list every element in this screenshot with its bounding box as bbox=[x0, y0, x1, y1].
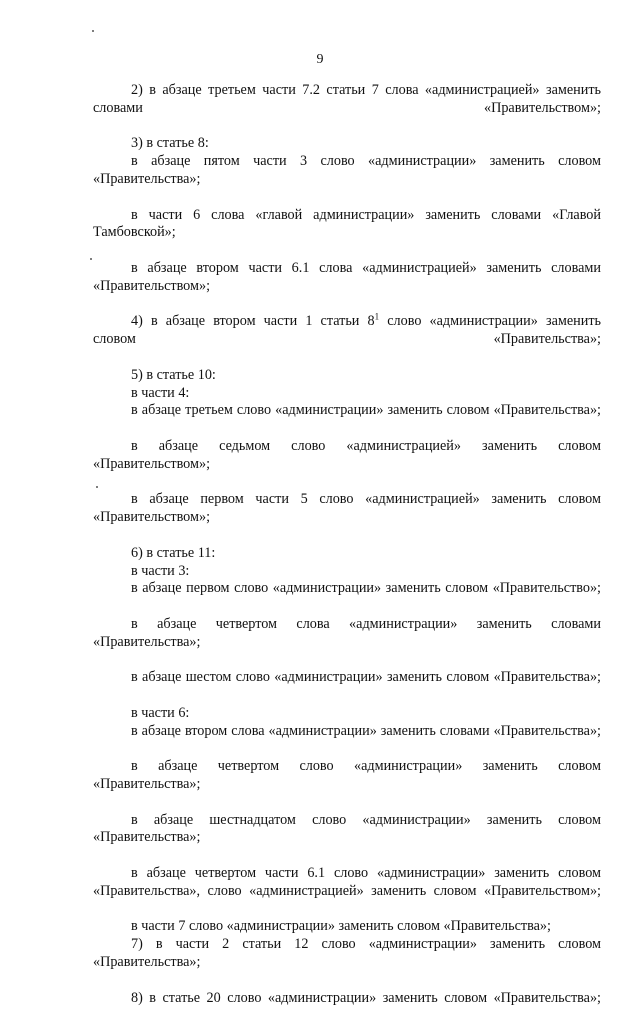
paragraph-item-8: 8) в статье 20 слово «администрации» заменить словом «Правительства»; bbox=[131, 989, 601, 1006]
paragraph-text: 4) в абзаце втором части 1 статьи 8 bbox=[131, 313, 375, 330]
paragraph: в части 6 слова «главой администрации» заменить словами «Главой Тамбовской»; bbox=[93, 206, 601, 241]
paragraph-item-4 bbox=[93, 313, 601, 366]
superscript: 1 bbox=[374, 311, 380, 322]
paragraph-text: слово «администрации» заменить словом «Правительства»; bbox=[93, 313, 601, 348]
page-number: 9 bbox=[316, 52, 324, 67]
paragraph-item-6-heading: 6) в статье 11: bbox=[131, 544, 216, 561]
paragraph: в абзаце втором части 6.1 слова «администрацией» заменить словами «Правительством»; bbox=[93, 259, 601, 294]
paragraph: в абзаце шестом слово «администрации» заменить словом «Правительства»; bbox=[131, 669, 601, 686]
paragraph: в абзаце третьем слово «администрации» заменить словом «Правительства»; bbox=[131, 402, 601, 419]
paragraph: в абзаце шестнадцатом слово «администрации» заменить словом «Правительства»; bbox=[93, 811, 601, 846]
paragraph-item-5-heading: 5) в статье 10: bbox=[131, 366, 216, 383]
paragraph: в абзаце четвертом слово «администрации» заменить словом «Правительства»; bbox=[93, 758, 601, 793]
paragraph-subheading: в части 4: bbox=[131, 384, 190, 401]
paragraph: в абзаце седьмом слово «администрацией» заменить словом «Правительством»; bbox=[93, 437, 601, 472]
paragraph-subheading: в части 6: bbox=[131, 704, 190, 721]
paragraph-item-2: 2) в абзаце третьем части 7.2 статьи 7 слова «администрацией» заменить словами «Правительством»; bbox=[93, 82, 601, 116]
paragraph-item-7: 7) в части 2 статьи 12 слово «администрации» заменить словом «Правительства»; bbox=[93, 936, 601, 971]
paragraph-item-3-heading: 3) в статье 8: bbox=[131, 135, 209, 152]
paragraph: в абзаце четвертом слова «администрации» заменить словами «Правительства»; bbox=[93, 615, 601, 650]
scan-speck bbox=[96, 486, 98, 488]
paragraph: в абзаце пятом части 3 слово «администрации» заменить словом «Правительства»; bbox=[93, 153, 601, 187]
paragraph-subheading: в части 3: bbox=[131, 562, 190, 579]
paragraph: в абзаце первом слово «администрации» заменить словом «Правительство»; bbox=[131, 580, 601, 597]
paragraph: в части 7 слово «администрации» заменить словом «Правительства»; bbox=[131, 918, 551, 935]
paragraph: в абзаце четвертом части 6.1 слово «администрации» заменить словом «Правительства», слово «администрацией» заменить словом «Правительством»; bbox=[93, 865, 601, 899]
document-body bbox=[93, 82, 601, 1025]
scan-speck bbox=[92, 30, 94, 32]
scan-speck bbox=[90, 258, 92, 260]
paragraph: в абзаце втором слова «администрации» заменить словами «Правительства»; bbox=[131, 722, 601, 739]
paragraph: в абзаце первом части 5 слово «администрацией» заменить словом «Правительством»; bbox=[93, 491, 601, 526]
